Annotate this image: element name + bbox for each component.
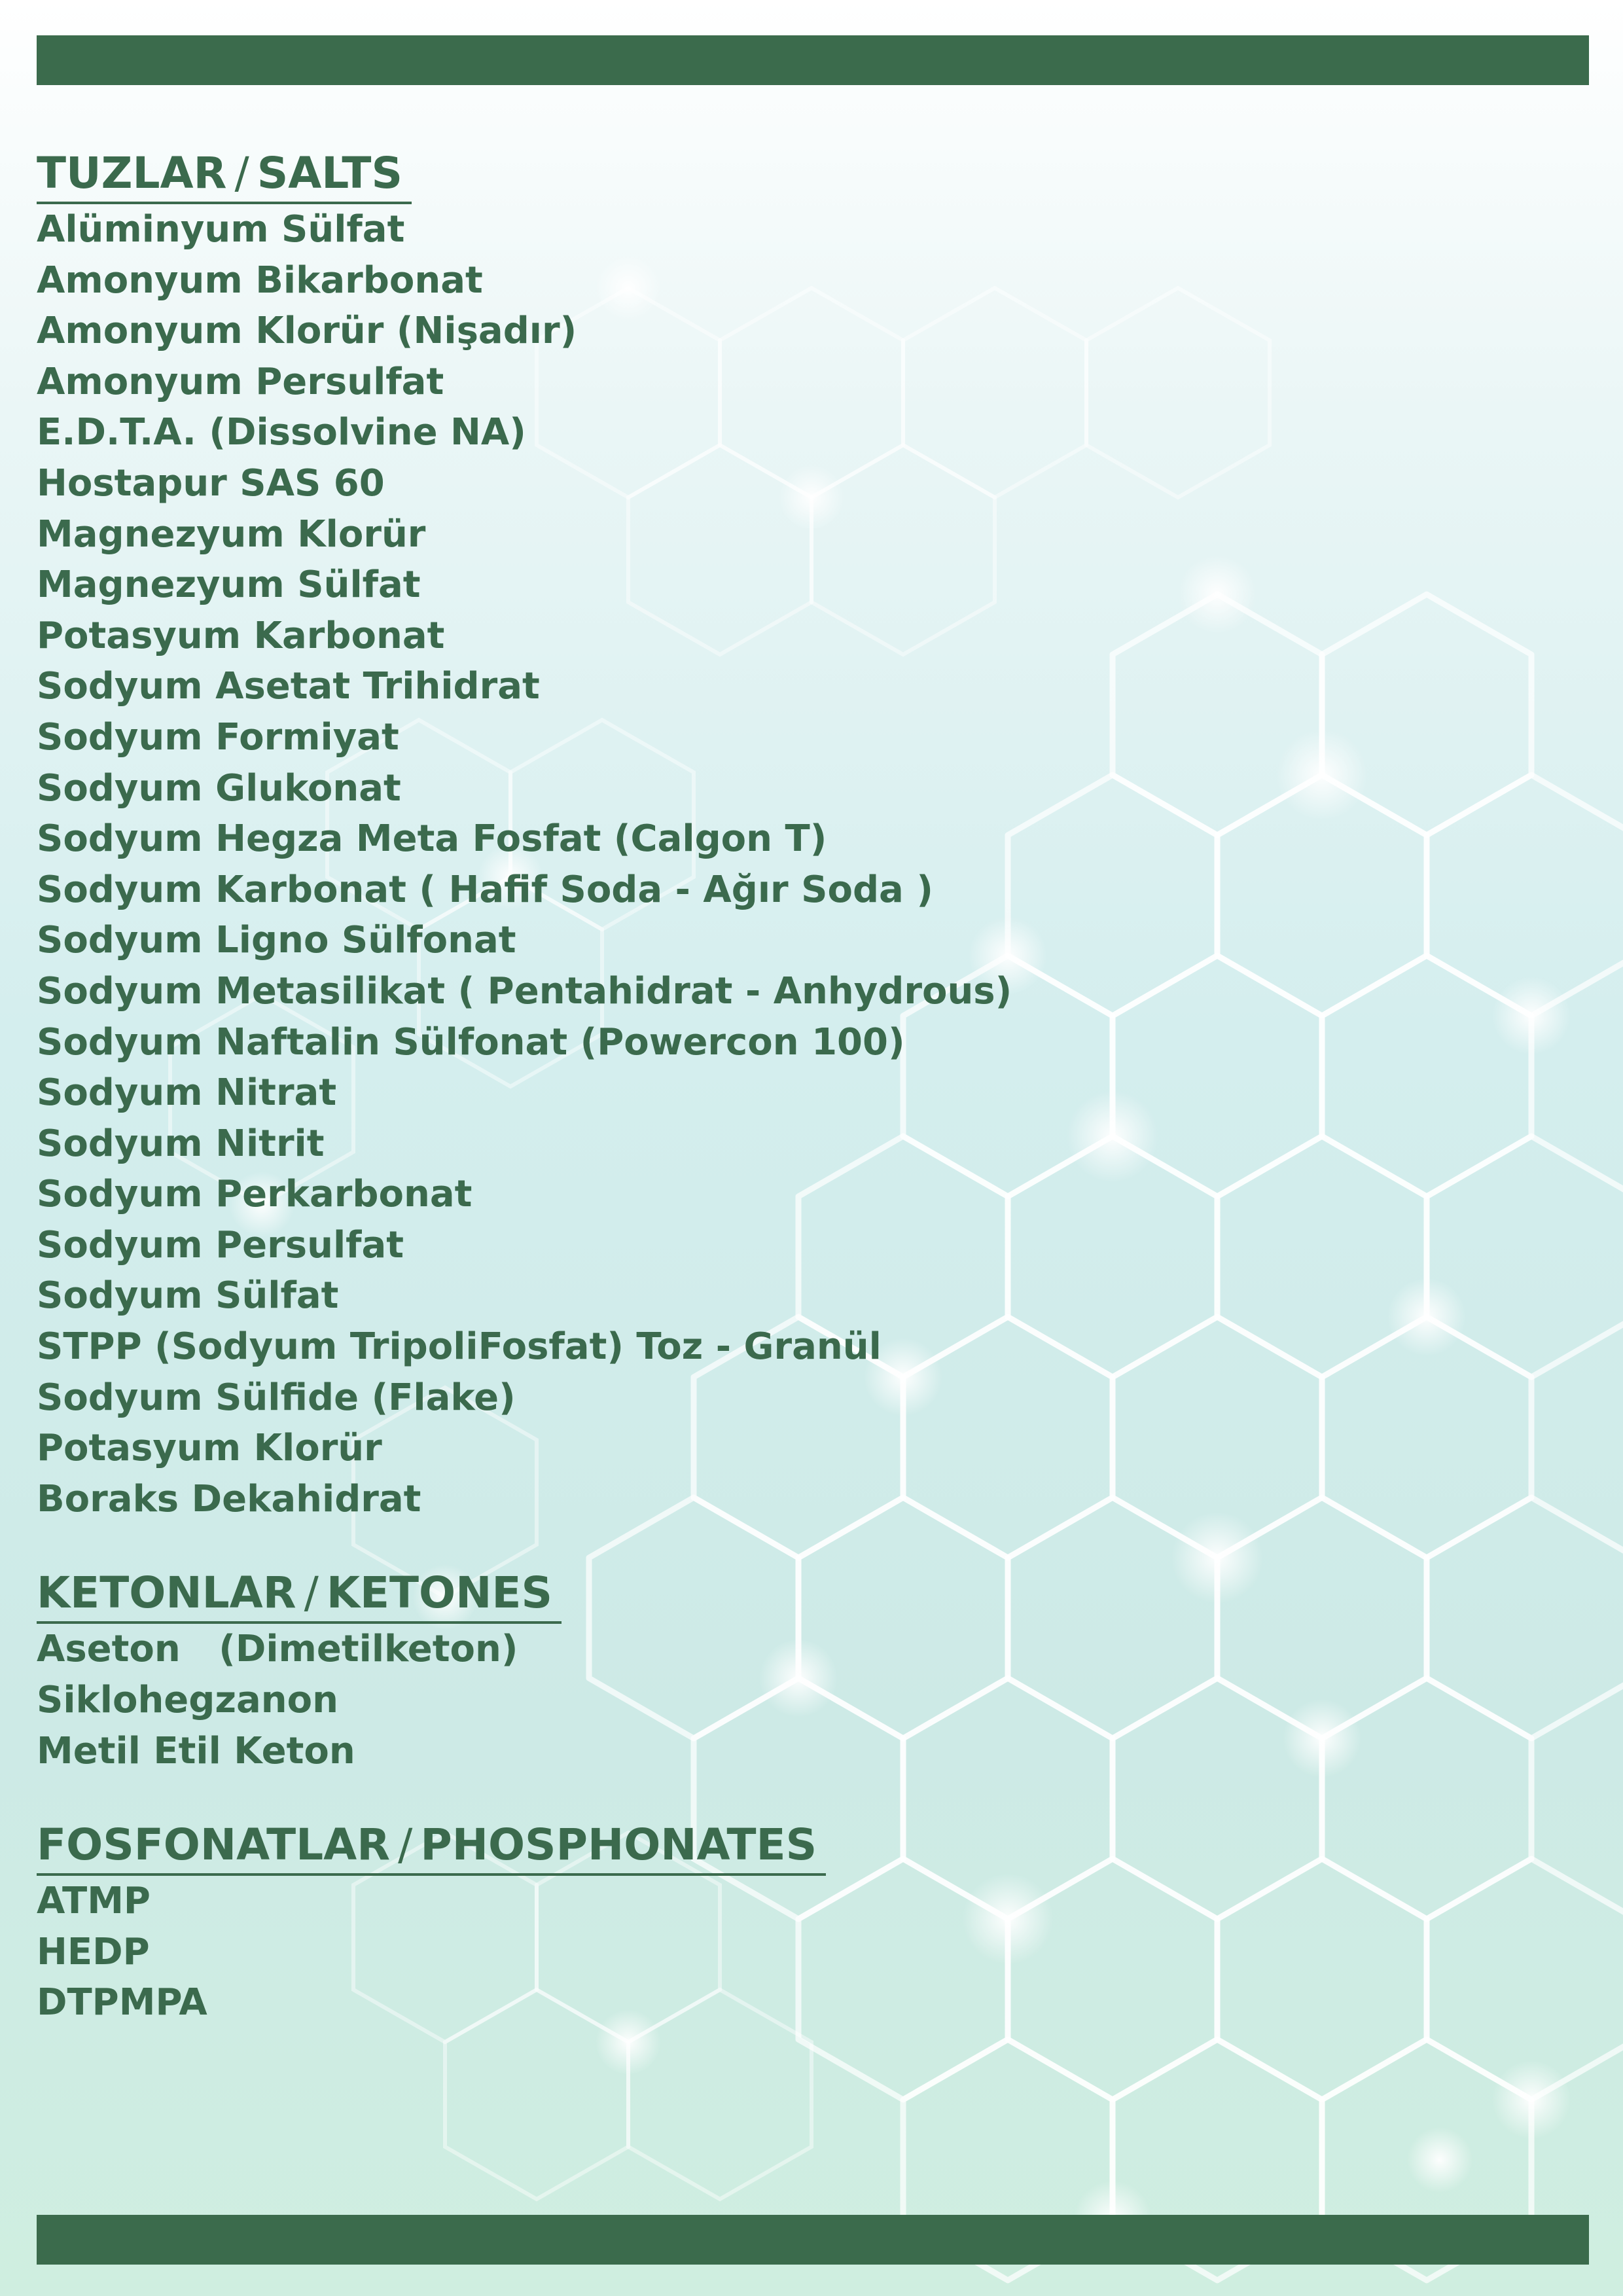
product-list-salts [37,204,1346,1524]
list-item: Magnezyum Klorür [37,512,426,556]
list-item: Sodyum Naftalin Sülfonat (Powercon 100) [37,1020,905,1064]
list-item: Metil Etil Keton [37,1729,355,1772]
list-item: Sodyum Sülfat [37,1274,339,1318]
section-heading-phosphonates [37,1817,826,1876]
list-item: E.D.T.A. (Dissolvine NA) [37,411,526,454]
list-item: Boraks Dekahidrat [37,1477,421,1520]
list-item: Alüminyum Sülfat [37,208,405,251]
heading-tr: TUZLAR [37,148,227,198]
list-item: Potasyum Karbonat [37,614,445,657]
list-item: ATMP [37,1880,151,1923]
list-item: DTPMPA [37,1981,207,2024]
heading-tr: KETONLAR [37,1568,296,1619]
list-item: Potasyum Klorür [37,1427,382,1470]
list-item: Aseton (Dimetilketon) [37,1628,518,1671]
list-item: Sodyum Nitrat [37,1071,337,1115]
heading-separator: / [234,148,249,198]
heading-en: SALTS [257,148,402,198]
list-item: Sodyum Ligno Sülfonat [37,919,516,962]
section-phosphonates [37,1817,1346,2028]
heading-separator: / [398,1820,413,1871]
product-list-ketones [37,1624,1346,1776]
section-ketones [37,1565,1346,1776]
list-item: Sodyum Karbonat ( Hafif Soda - Ağır Soda ) [37,868,933,911]
list-item: Sodyum Persulfat [37,1223,404,1266]
list-item: Sodyum Asetat Trihidrat [37,665,540,708]
list-item: Sodyum Glukonat [37,766,401,810]
list-item: Sodyum Formiyat [37,715,399,759]
heading-separator: / [304,1568,319,1619]
list-item: STPP (Sodyum TripoliFosfat) Toz - Granül [37,1325,882,1369]
heading-tr: FOSFONATLAR [37,1820,391,1871]
heading-en: PHOSPHONATES [420,1820,817,1871]
list-item: Sodyum Metasilikat ( Pentahidrat - Anhydrous) [37,969,1012,1013]
list-item: Sodyum Sülfide (Flake) [37,1376,516,1419]
section-heading-salts [37,145,412,204]
list-item: Sodyum Hegza Meta Fosfat (Calgon T) [37,817,827,861]
section-salts [37,145,1346,1524]
list-item: Siklohegzanon [37,1679,338,1722]
list-item: Amonyum Klorür (Nişadır) [37,310,577,353]
list-item: Sodyum Perkarbonat [37,1173,473,1216]
bottom-banner-bar [37,2215,1589,2265]
top-banner-bar [37,35,1589,85]
heading-en: KETONES [326,1568,553,1619]
list-item: Hostapur SAS 60 [37,461,385,505]
list-item: Magnezyum Sülfat [37,564,421,607]
list-item: HEDP [37,1930,150,1973]
list-item: Sodyum Nitrit [37,1122,325,1165]
section-heading-ketones [37,1565,562,1624]
list-item: Amonyum Bikarbonat [37,259,483,302]
list-item: Amonyum Persulfat [37,360,444,403]
product-catalog [37,145,1346,2028]
product-list-phosphonates [37,1876,1346,2028]
